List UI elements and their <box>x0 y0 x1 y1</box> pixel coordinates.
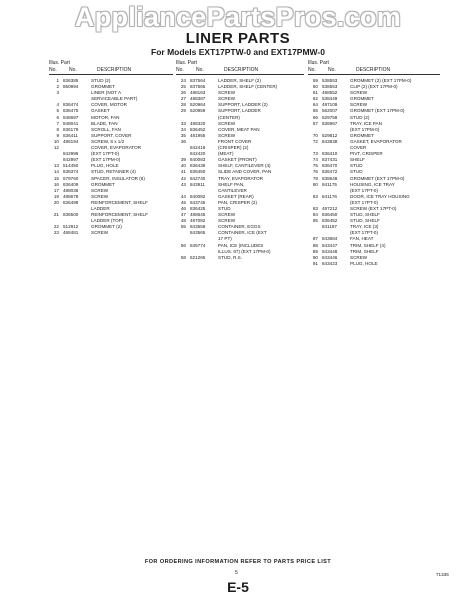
part-description: SCREW <box>218 90 236 96</box>
part-description: SERVICEABLE PART) <box>91 96 138 102</box>
part-description: LINER (NOT A <box>91 90 122 96</box>
illus-number: 27 <box>180 96 186 102</box>
illus-number: 13 <box>53 163 59 169</box>
part-description: 17 PT) <box>218 236 232 242</box>
illus-number: 21 <box>53 212 59 218</box>
part-description: (CRISPER) (2) <box>218 145 249 151</box>
illus-number: 33 <box>180 120 186 126</box>
part-description: STUD, RETAINER (4) <box>91 169 136 175</box>
part-number: 836475 <box>63 108 79 114</box>
part-number: 842996 <box>63 151 79 157</box>
illus-number: 73 <box>312 151 318 157</box>
part-number: 843838 <box>322 138 338 144</box>
part-description: GROMMET <box>91 181 115 187</box>
part-number: 487212 <box>322 205 338 211</box>
illus-part-header: Illus. Part <box>308 60 329 66</box>
illus-number: 39 <box>180 157 186 163</box>
part-number: 840083 <box>190 157 206 163</box>
part-number: 838648 <box>322 175 338 181</box>
page-title: LINER PARTS <box>185 30 291 47</box>
part-description: STUD, R.S. <box>218 254 242 260</box>
column-header <box>49 60 173 78</box>
description-header: DESCRIPTION <box>97 67 132 73</box>
illus-number: 66 <box>312 114 318 120</box>
illus-number: 29 <box>180 108 186 114</box>
part-number: 520964 <box>190 102 206 108</box>
part-description: FAN, HEAT <box>350 236 374 242</box>
part-number: 836410 <box>322 151 338 157</box>
illus-number: 56 <box>180 242 186 248</box>
part-number: 843447 <box>322 242 338 248</box>
part-description: SCREW <box>218 96 236 102</box>
part-number: 579760 <box>63 175 79 181</box>
part-description: CONTAINER, EGGS <box>218 224 261 230</box>
part-description: SCREW <box>91 193 109 199</box>
part-description: GROMMET (2) (EXT 17PM-0) <box>350 78 412 83</box>
illus-number: 10 <box>53 138 59 144</box>
part-number: 843911 <box>190 181 205 187</box>
part-description: SLIDE AND COVER, PAN <box>218 169 272 175</box>
illus-number: 4 <box>56 102 59 108</box>
part-number: 488552 <box>322 90 338 96</box>
parts-rows <box>308 78 440 267</box>
illus-number: 5 <box>56 108 59 114</box>
part-description: GASKET (FRONT) <box>218 157 257 163</box>
part-description: SCREW <box>350 90 368 96</box>
part-number: 848041 <box>63 120 79 126</box>
illus-no-header: No. <box>49 67 57 73</box>
illus-number: 76 <box>312 169 318 175</box>
part-description: SCREW <box>218 212 236 218</box>
part-number: 848697 <box>63 114 79 120</box>
part-number: 487082 <box>190 218 206 224</box>
illus-number: 74 <box>312 157 318 163</box>
part-number: 837431 <box>322 157 338 163</box>
illus-number: 35 <box>180 132 186 138</box>
part-number: 836967 <box>322 120 338 126</box>
part-description: (EXT 17PT-0) <box>350 199 378 205</box>
part-description: STUD, SHELF <box>350 212 380 218</box>
part-number: 841176 <box>322 193 337 199</box>
part-description: PLUG, HOLE <box>91 163 119 169</box>
part-number: 538553 <box>322 78 338 83</box>
part-description: SCREW <box>91 230 109 236</box>
part-description: SHELF PAN, <box>218 181 245 187</box>
part-number: 488036 <box>63 187 79 193</box>
part-number: 836450 <box>190 169 206 175</box>
illus-number: 46 <box>180 205 186 211</box>
part-description: COVER, MEAT PAN <box>218 126 260 132</box>
illus-number: 85 <box>312 218 318 224</box>
part-number: 837565 <box>190 84 206 90</box>
part-number: 836474 <box>63 102 79 108</box>
ordering-note: FOR ORDERING INFORMATION REFER TO PARTS PRICE LIST <box>144 559 332 565</box>
part-description: GROMMET <box>91 84 115 90</box>
illus-number: 36 <box>180 138 186 144</box>
part-number: 842418 <box>190 145 206 151</box>
part-number: 486194 <box>63 138 79 144</box>
part-number: 487109 <box>322 102 338 108</box>
illus-number: 62 <box>312 96 318 102</box>
part-number: 488320 <box>190 120 206 126</box>
part-description: COVER <box>350 145 367 151</box>
illus-number: 2 <box>56 84 59 90</box>
part-description: PAN, CRISPER (2) <box>218 199 257 205</box>
parts-column-1 <box>49 60 173 236</box>
part-description: REINFORCEMENT, SHELF <box>91 199 148 205</box>
part-number: 841187 <box>322 224 337 230</box>
part-description: SCREW <box>218 218 236 224</box>
part-number: 836472 <box>322 169 338 175</box>
part-number: 836374 <box>63 169 79 175</box>
part-description: SHELF <box>350 157 365 163</box>
part-description: SUPPORT, LADDER (2) <box>218 102 268 108</box>
parts-column-2 <box>176 60 304 261</box>
illus-number: 58 <box>180 254 186 260</box>
part-number: 520959 <box>190 108 206 114</box>
part-number: 836498 <box>63 199 79 205</box>
part-description: LADDER, SHELF (CENTER) <box>218 84 278 90</box>
part-number: 836411 <box>63 132 78 138</box>
header-rule <box>308 74 440 75</box>
part-number: 842997 <box>63 157 79 163</box>
part-description: GASKET <box>91 108 110 114</box>
part-number: 836500 <box>63 212 79 218</box>
part-number: 843684 <box>322 236 338 242</box>
part-description: REINFORCEMENT, SHELF <box>91 212 148 218</box>
part-description: LADDER <box>91 205 110 211</box>
illus-number: 59 <box>312 78 318 83</box>
part-description: TRAY, EVAPORATOR <box>218 175 264 181</box>
part-number: 836452 <box>190 126 206 132</box>
part-no-header: No. <box>328 67 336 73</box>
part-description: COVER, MOTOR <box>91 102 127 108</box>
part-number: 836436 <box>190 163 206 169</box>
page-number: E-5 <box>227 579 249 595</box>
part-description: STUD (2) <box>350 114 370 120</box>
part-number: 836179 <box>63 126 79 132</box>
column-header <box>308 60 440 78</box>
illus-number: 67 <box>312 120 318 126</box>
part-number: 488481 <box>63 230 79 236</box>
part-description: SHELF, CANTILEVER (4) <box>218 163 271 169</box>
illus-number: 41 <box>180 169 186 175</box>
parts-rows <box>49 78 173 236</box>
part-number: 843559 <box>190 224 206 230</box>
part-number: 836470 <box>322 163 338 169</box>
illus-number: 89 <box>312 248 318 254</box>
part-description: STUD (2) <box>91 78 111 83</box>
illus-number: 84 <box>312 212 318 218</box>
illus-number: 48 <box>180 218 186 224</box>
part-description: (EXT 17PT-0) <box>91 151 119 157</box>
illus-number: 6 <box>56 114 59 120</box>
part-number: 843745 <box>190 199 206 205</box>
part-number: 843448 <box>322 248 338 254</box>
part-description: SPACER, INSULATOR (8) <box>91 175 145 181</box>
illus-number: 19 <box>53 193 59 199</box>
part-description: DOOR, ICE TRAY HOUSING <box>350 193 410 199</box>
part-number: 836425 <box>190 205 206 211</box>
part-number: 843446 <box>322 254 338 260</box>
part-description: (EXT 17PM-0) <box>91 157 121 163</box>
illus-number: 47 <box>180 212 186 218</box>
part-number: 529758 <box>322 114 338 120</box>
part-description: GROMMET (2) <box>91 224 122 230</box>
illus-number: 24 <box>180 78 186 83</box>
part-description: CLIP (2) (EXT 17PM-0) <box>350 84 398 90</box>
illus-number: 42 <box>180 175 186 181</box>
page-subtitle: For Models EXT17PTW-0 and EXT17PMW-0 <box>151 47 325 57</box>
illus-number: 91 <box>312 260 318 266</box>
part-number: 836409 <box>63 181 79 187</box>
part-description: SCROLL, FAN <box>91 126 121 132</box>
part-number: 842420 <box>190 151 206 157</box>
part-number: 850994 <box>63 84 79 90</box>
part-description: PAN, ICE (INCLUDES <box>218 242 264 248</box>
illus-part-header: Illus. Part <box>176 60 197 66</box>
part-description: SUPPORT, COVER <box>91 132 132 138</box>
part-number: 521265 <box>190 254 206 260</box>
illus-number: 15 <box>53 175 59 181</box>
illus-number: 60 <box>312 84 318 90</box>
illus-number: 12 <box>53 145 59 151</box>
part-description: SCREW <box>350 254 368 260</box>
illus-number: 16 <box>53 181 59 187</box>
part-number: 845774 <box>190 242 206 248</box>
part-description: HOUSING, ICE TRAY <box>350 181 395 187</box>
part-description: SUPPORT, LADDER <box>218 108 261 114</box>
part-description: CANTILEVER <box>218 187 247 193</box>
part-description: SCREW <box>350 102 368 108</box>
illus-number: 55 <box>180 224 186 230</box>
part-number: 836450 <box>322 212 338 218</box>
part-number: 562007 <box>322 108 338 114</box>
part-description: SCREW, 8 x 1/2 <box>91 138 125 144</box>
part-description: BLADE, FAN <box>91 120 118 126</box>
part-description: CONTAINER, ICE (EXT <box>218 230 267 236</box>
illus-number: 7 <box>56 120 59 126</box>
illus-number: 65 <box>312 108 318 114</box>
illus-number: 43 <box>180 181 186 187</box>
parts-column-3 <box>308 60 440 267</box>
illus-number: 40 <box>180 163 186 169</box>
part-no-header: No. <box>196 67 204 73</box>
part-description: ILLUS. 67) (EXT 17PM-0) <box>218 248 271 254</box>
header-rule <box>176 74 304 75</box>
illus-number: 23 <box>53 230 59 236</box>
illus-number: 17 <box>53 187 59 193</box>
part-description: GASKET, EVAPORATOR <box>350 138 402 144</box>
parts-row <box>49 230 173 236</box>
part-number: 836385 <box>63 78 79 83</box>
part-number: 837564 <box>190 78 206 83</box>
part-number: 840082 <box>190 193 206 199</box>
part-description: (EXT 17PT-0) <box>350 187 378 193</box>
part-description: LADDER (TOP) <box>91 218 124 224</box>
part-number: 529812 <box>322 132 338 138</box>
part-description: PLUG, HOLE <box>350 260 378 266</box>
parts-row <box>176 255 304 261</box>
illus-no-header: No. <box>308 67 316 73</box>
illus-number: 88 <box>312 242 318 248</box>
part-number: 488645 <box>190 212 206 218</box>
watermark: AppliancePartsPros.com <box>74 2 402 32</box>
part-description: TRAY, ICE (3) <box>350 224 379 230</box>
part-description: STUD <box>350 163 363 169</box>
page-number-small: 5 <box>235 570 238 576</box>
illus-number: 44 <box>180 193 186 199</box>
illus-number: 78 <box>312 175 318 181</box>
part-number: 843423 <box>322 260 338 266</box>
illus-number: 70 <box>312 132 318 138</box>
part-number: 842740 <box>190 175 206 181</box>
part-description: STUD, SHELF <box>350 218 380 224</box>
illus-number: 75 <box>312 163 318 169</box>
part-number: 836452 <box>322 218 338 224</box>
part-number: 843565 <box>190 230 206 236</box>
column-header <box>176 60 304 78</box>
illus-number: 34 <box>180 126 186 132</box>
part-description: TRAY, ICE PAN <box>350 120 382 126</box>
part-description: GROMMET <box>350 132 374 138</box>
part-description: MOTOR, FAN <box>91 114 120 120</box>
illus-number: 8 <box>56 126 59 132</box>
illus-number: 14 <box>53 169 59 175</box>
parts-rows <box>176 78 304 261</box>
part-description: GROMMET (EXT 17PM-0) <box>350 108 405 114</box>
illus-number: 3 <box>56 90 59 96</box>
part-description: PIVT, CRISPER <box>350 151 383 157</box>
part-description: STUD <box>350 169 363 175</box>
part-number: 481955 <box>190 132 206 138</box>
part-number: 538449 <box>322 96 338 102</box>
illus-number: 20 <box>53 199 59 205</box>
part-number: 512912 <box>63 224 79 230</box>
parts-row <box>308 261 440 267</box>
part-description: (CENTER) <box>218 114 240 120</box>
illus-number: 1 <box>56 78 59 83</box>
part-no-header: No. <box>69 67 77 73</box>
part-description: SCREW <box>218 120 236 126</box>
illus-number: 64 <box>312 102 318 108</box>
illus-number: 87 <box>312 236 318 242</box>
reference-code: 71335 <box>436 572 449 577</box>
part-description: FRONT COVER <box>218 138 252 144</box>
part-description: SCREW <box>218 132 236 138</box>
part-number: 488387 <box>190 96 206 102</box>
part-number: 514450 <box>63 163 79 169</box>
part-description: STUD <box>218 205 231 211</box>
illus-number: 9 <box>56 132 59 138</box>
illus-number: 61 <box>312 90 318 96</box>
part-description: (EXT 17PM-0) <box>350 126 380 132</box>
illus-number: 72 <box>312 138 318 144</box>
illus-part-header: Illus. Part <box>49 60 70 66</box>
part-description: TRIM, SHELF (4) <box>350 242 386 248</box>
illus-number: 45 <box>180 199 186 205</box>
part-description: GROMMET (EXT 17PM-0) <box>350 175 405 181</box>
part-number: 538553 <box>322 84 338 90</box>
description-header: DESCRIPTION <box>224 67 259 73</box>
illus-number: 80 <box>312 181 318 187</box>
part-description: LADDER, SHELF (2) <box>218 78 261 83</box>
illus-number: 26 <box>180 90 186 96</box>
part-description: SCREW (EXT 17PT-0) <box>350 205 397 211</box>
part-description: (EXT 17PT-0) <box>350 230 378 236</box>
part-number: 488678 <box>63 193 79 199</box>
part-number: 841175 <box>322 181 337 187</box>
illus-number: 28 <box>180 102 186 108</box>
part-description: (MEAT) <box>218 151 234 157</box>
part-description: SCREW <box>91 187 109 193</box>
header-rule <box>49 74 173 75</box>
illus-number: 25 <box>180 84 186 90</box>
illus-number: 22 <box>53 224 59 230</box>
illus-number: 83 <box>312 193 318 199</box>
part-description: GROMMET <box>350 96 374 102</box>
part-description: GASKET (REAR) <box>218 193 254 199</box>
illus-no-header: No. <box>176 67 184 73</box>
part-description: TRIM, SHELF <box>350 248 379 254</box>
description-header: DESCRIPTION <box>356 67 391 73</box>
illus-number: 90 <box>312 254 318 260</box>
part-description: COVER, EVAPORATOR <box>91 145 142 151</box>
part-number: 488163 <box>190 90 206 96</box>
illus-number: 83 <box>312 205 318 211</box>
